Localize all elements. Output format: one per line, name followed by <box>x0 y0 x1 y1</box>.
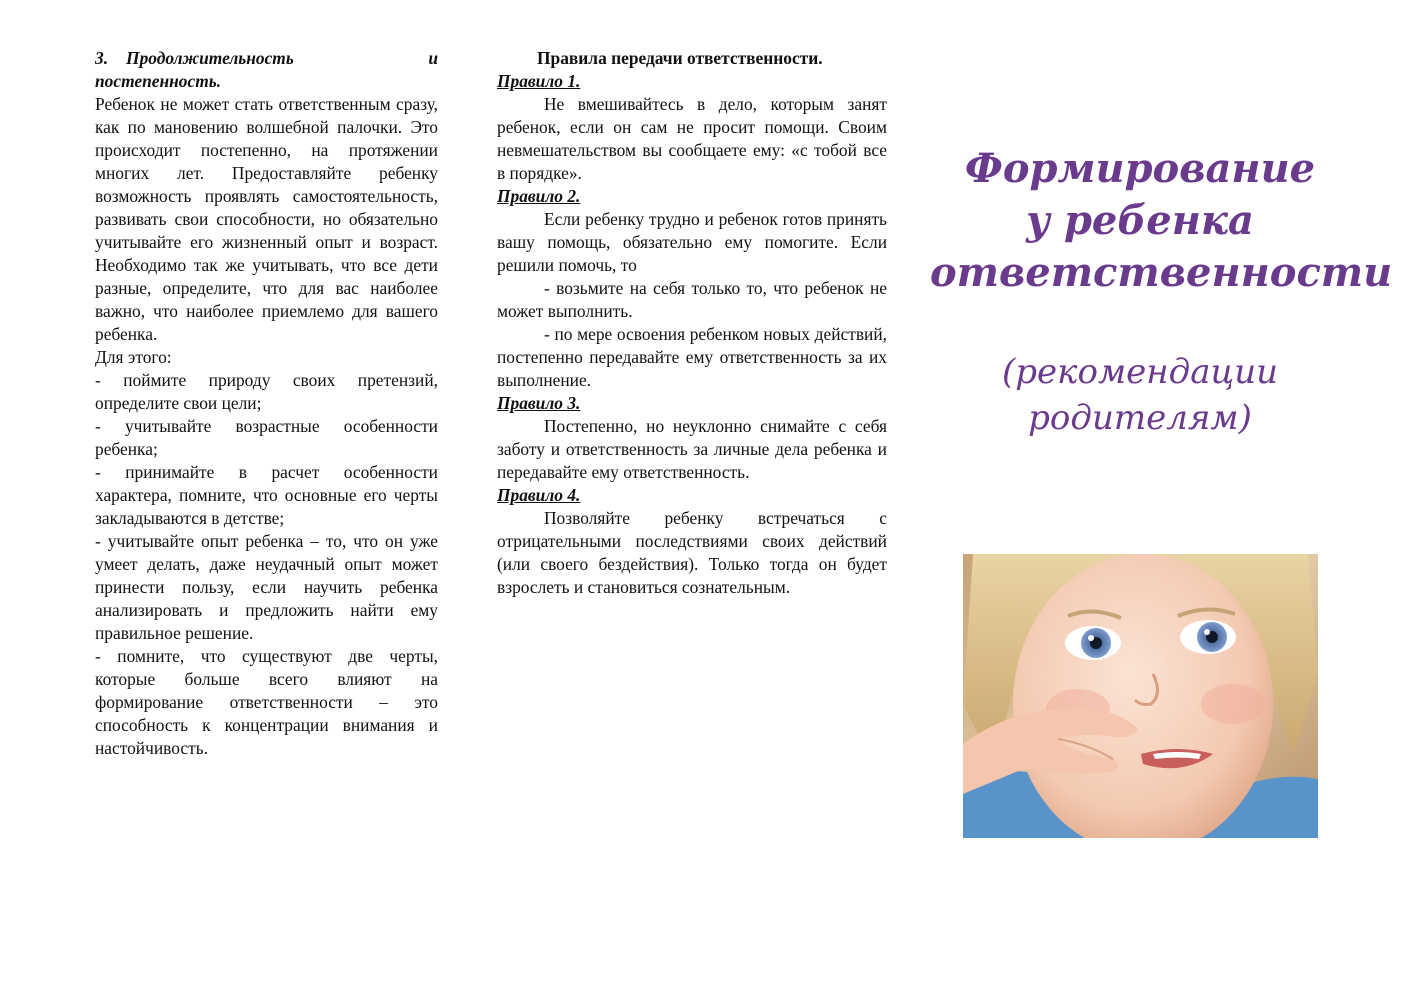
list-item: - поймите природу своих претензий, определите свои цели; <box>95 370 438 413</box>
paragraph: Для этого: <box>95 347 172 367</box>
list-item: - учитывайте опыт ребенка – то, что он уже умеет делать, даже неудачный опыт может принести пользу, если научить ребенка анализировать и предложить найти ему правильное решение. <box>95 531 438 643</box>
left-column <box>95 47 438 760</box>
list-item: - помните, что существуют две черты, которые больше всего влияют на формирование ответственности – это способность к концентрации внимания и настойчивость. <box>95 646 438 758</box>
list-item: - принимайте в расчет особенности характера, помните, что основные его черты закладываются в детстве; <box>95 462 438 528</box>
rules-heading: Правила передачи ответственности. <box>537 48 823 68</box>
rule-title: Правило 3. <box>497 393 581 413</box>
rule-text: Позволяйте ребенку встречаться с отрицательными последствиями своих действий (или своего бездействия). Только тогда он будет взрослеть и становиться сознательным. <box>497 508 887 597</box>
cover-title-line: Формирование <box>964 145 1316 192</box>
section-heading-text: Продолжительность и постепенность. <box>95 48 438 91</box>
cover-subtitle <box>940 349 1340 441</box>
rule-title: Правило 1. <box>497 71 581 91</box>
cover-title <box>930 143 1393 299</box>
rule-text: - возьмите на себя только то, что ребенок не может выполнить. <box>497 278 887 321</box>
cover-subtitle-line: (рекомендации <box>1002 352 1278 392</box>
rule-text: - по мере освоения ребенком новых действий, постепенно передавайте ему ответственность за их выполнение. <box>497 324 887 390</box>
rule-text: Если ребенку трудно и ребенок готов принять вашу помощь, обязательно ему помогите. Если решили помочь, то <box>497 209 887 275</box>
cover-subtitle-line: родителям) <box>1028 398 1252 438</box>
rule-text: Не вмешивайтесь в дело, которым занят ребенок, если он сам не просит помощи. Своим невмешательством вы сообщаете ему: «с тобой все в порядке». <box>497 94 887 183</box>
rule-title: Правило 2. <box>497 186 581 206</box>
list-item: - учитывайте возрастные особенности ребенка; <box>95 416 438 459</box>
section-number: 3. <box>95 48 109 68</box>
cover-title-line: у ребенка <box>1026 197 1254 244</box>
paragraph: Ребенок не может стать ответственным сразу, как по мановению волшебной палочки. Это происходит постепенно, на протяжении многих лет. Предоставляйте ребенку возможность проявлять самостоятельность, развивать свои способности, но обязательно учитывайте его жизненный опыт и возраст. Необходимо так же учитывать, что все дети разные, определите, что для вас наиболее важно, что наиболее приемлемо для вашего ребенка. <box>95 94 438 344</box>
rule-title: Правило 4. <box>497 485 581 505</box>
rule-text: Постепенно, но неуклонно снимайте с себя заботу и ответственность за личные дела ребенка и передавайте ему ответственность. <box>497 416 887 482</box>
child-face-photo <box>963 554 1318 838</box>
middle-column <box>497 47 887 599</box>
section-heading <box>95 47 438 93</box>
cover-title-line: ответственности <box>930 249 1393 296</box>
